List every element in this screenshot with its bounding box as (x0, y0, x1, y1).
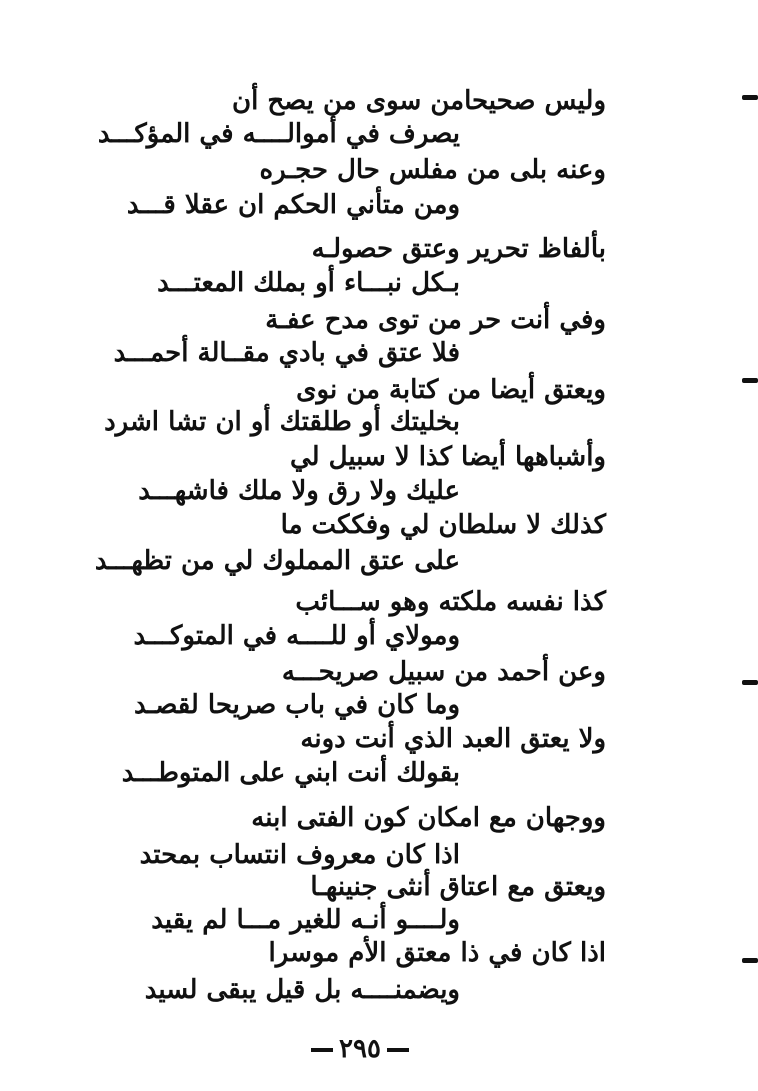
verse-line: بقولك أنت ابني على المتوطـــد (121, 758, 460, 788)
verse-line: وليس صحيحامن سوى من يصح أن (231, 86, 606, 116)
verse-line: وعنه بلى من مفلس حال حجـره (259, 155, 606, 185)
margin-mark (742, 95, 758, 100)
margin-mark (742, 378, 758, 383)
page-number (300, 1032, 420, 1066)
verse-line: وفي أنت حر من توى مدح عفـة (265, 305, 606, 335)
verse-line: اذا كان في ذا معتق الأم موسرا (268, 938, 606, 968)
verse-line: ويضمنــــه بل قيل يبقى لسيد (144, 975, 460, 1005)
dash-mark (311, 1048, 333, 1052)
verse-line: كذلك لا سلطان لي وفككت ما (280, 510, 606, 540)
verse-line: عليك ولا رق ولا ملك فاشهـــد (138, 476, 460, 506)
verse-line: وما كان في باب صريحا لقصـد (133, 690, 460, 720)
verse-line: ووجهان مع امكان كون الفتى ابنه (251, 803, 606, 833)
verse-line: فلا عتق في بادي مقــالة أحمـــد (113, 338, 460, 368)
verse-line: وأشباهها أيضا كذا لا سبيل لي (290, 442, 606, 472)
verse-line: ولــــو أنـه للغير مـــا لم يقيد (151, 905, 460, 935)
verse-line: ويعتق أيضا من كتابة من نوى (296, 375, 606, 405)
margin-mark (742, 958, 758, 963)
verse-line: كذا نفسه ملكته وهو ســـائب (295, 587, 606, 617)
dash-mark (387, 1048, 409, 1052)
verse-line: بألفاظ تحرير وعتق حصولـه (311, 234, 606, 264)
page-number-text: ٢٩٥ (339, 1034, 381, 1064)
verse-line: يصرف في أموالــــه في المؤكـــد (97, 119, 460, 149)
verse-line: ومولاي أو للــــه في المتوكـــد (133, 621, 460, 651)
verse-line: على عتق المملوك لي من تظهـــد (94, 546, 460, 576)
verse-line: ويعتق مع اعتاق أنثى جنينهـا (310, 872, 606, 902)
margin-mark (742, 680, 758, 685)
verse-line: ومن متأني الحكم ان عقلا قـــد (126, 190, 460, 220)
verse-line: اذا كان معروف انتساب بمحتد (139, 840, 460, 870)
verse-line: بخليتك أو طلقتك أو ان تشا اشرد (104, 407, 460, 437)
verse-line: بـكل نبـــاء أو بملك المعتـــد (157, 268, 460, 298)
verse-line: ولا يعتق العبد الذي أنت دونه (300, 724, 606, 754)
verse-line: وعن أحمد من سبيل صريحـــه (281, 657, 606, 687)
